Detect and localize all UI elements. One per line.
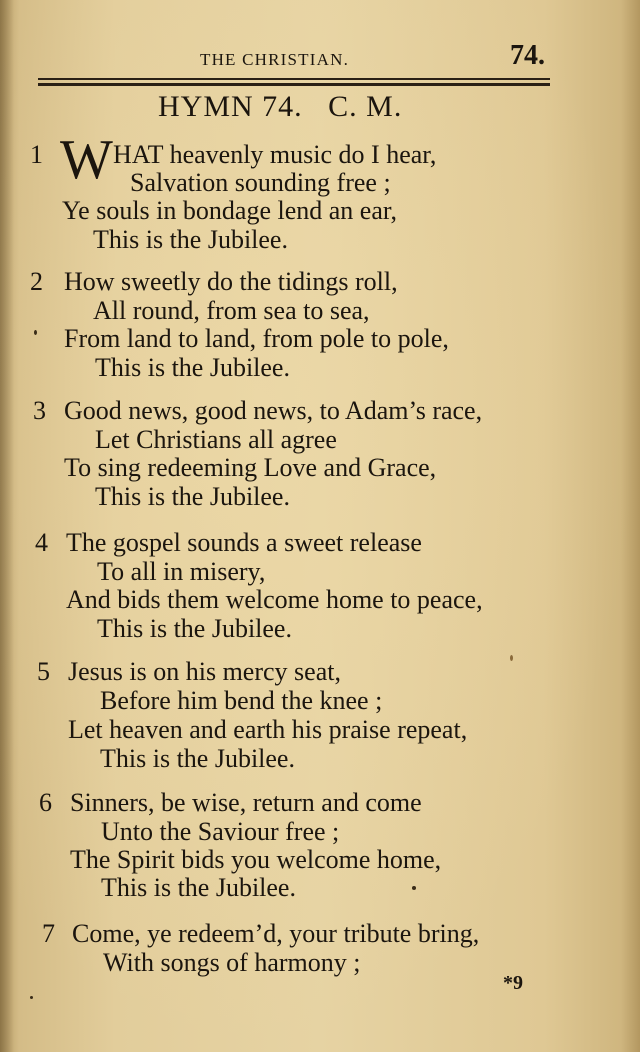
stanza-number: 4 bbox=[35, 528, 48, 557]
drop-cap: W bbox=[60, 129, 113, 191]
stanza-line: With songs of harmony ; bbox=[103, 948, 361, 977]
stanza-line: Salvation sounding free ; bbox=[130, 168, 391, 197]
stanza-line: Before him bend the knee ; bbox=[100, 686, 383, 715]
header-rule-thick bbox=[38, 83, 550, 86]
page-number: 74. bbox=[510, 40, 545, 71]
stanza-number: 3 bbox=[33, 396, 46, 425]
stanza-number: 2 bbox=[30, 267, 43, 296]
stanza-line: And bids them welcome home to peace, bbox=[66, 585, 483, 614]
stanza-number: 5 bbox=[37, 657, 50, 686]
stanza-number: 1 bbox=[30, 140, 43, 169]
stanza-line: This is the Jubilee. bbox=[95, 353, 290, 382]
header-rule-thin bbox=[38, 78, 550, 80]
stanza-line: Let heaven and earth his praise repeat, bbox=[68, 715, 468, 744]
page-edge-shadow bbox=[0, 0, 14, 1052]
stanza-line: Jesus is on his mercy seat, bbox=[68, 657, 341, 686]
stanza-line: From land to land, from pole to pole, bbox=[64, 324, 449, 353]
stanza-line: This is the Jubilee. bbox=[93, 225, 288, 254]
stanza-line: This is the Jubilee. bbox=[101, 873, 296, 902]
signature-mark: *9 bbox=[503, 972, 523, 994]
stanza-line: Ye souls in bondage lend an ear, bbox=[62, 196, 397, 225]
stanza-line: This is the Jubilee. bbox=[95, 482, 290, 511]
stanza-line: Come, ye redeem’d, your tribute bring, bbox=[72, 919, 480, 948]
stanza-line: The gospel sounds a sweet release bbox=[66, 528, 422, 557]
hymn-title: HYMN 74. C. M. bbox=[158, 90, 403, 123]
stanza-number: 6 bbox=[39, 788, 52, 817]
stanza-line: All round, from sea to sea, bbox=[93, 296, 370, 325]
stanza-line: To all in misery, bbox=[97, 557, 266, 586]
stanza-line: The Spirit bids you welcome home, bbox=[70, 845, 442, 874]
stanza-line: How sweetly do the tidings roll, bbox=[64, 267, 398, 296]
stanza-number: 7 bbox=[42, 919, 55, 948]
stanza-line: This is the Jubilee. bbox=[97, 614, 292, 643]
running-head: THE CHRISTIAN. bbox=[200, 50, 350, 69]
stanza-line: To sing redeeming Love and Grace, bbox=[64, 453, 437, 482]
stanza-line: Let Christians all agree bbox=[95, 425, 337, 454]
stanza-line: HAT heavenly music do I hear, bbox=[113, 140, 437, 169]
ink-speck bbox=[412, 886, 416, 890]
ink-speck bbox=[30, 996, 33, 999]
stanza-line: Unto the Saviour free ; bbox=[101, 817, 340, 846]
stanza-line: This is the Jubilee. bbox=[100, 744, 295, 773]
stanza-line: Sinners, be wise, return and come bbox=[70, 788, 422, 817]
ink-speck bbox=[34, 330, 37, 335]
ink-speck bbox=[510, 655, 513, 661]
stanza-line: Good news, good news, to Adam’s race, bbox=[64, 396, 483, 425]
